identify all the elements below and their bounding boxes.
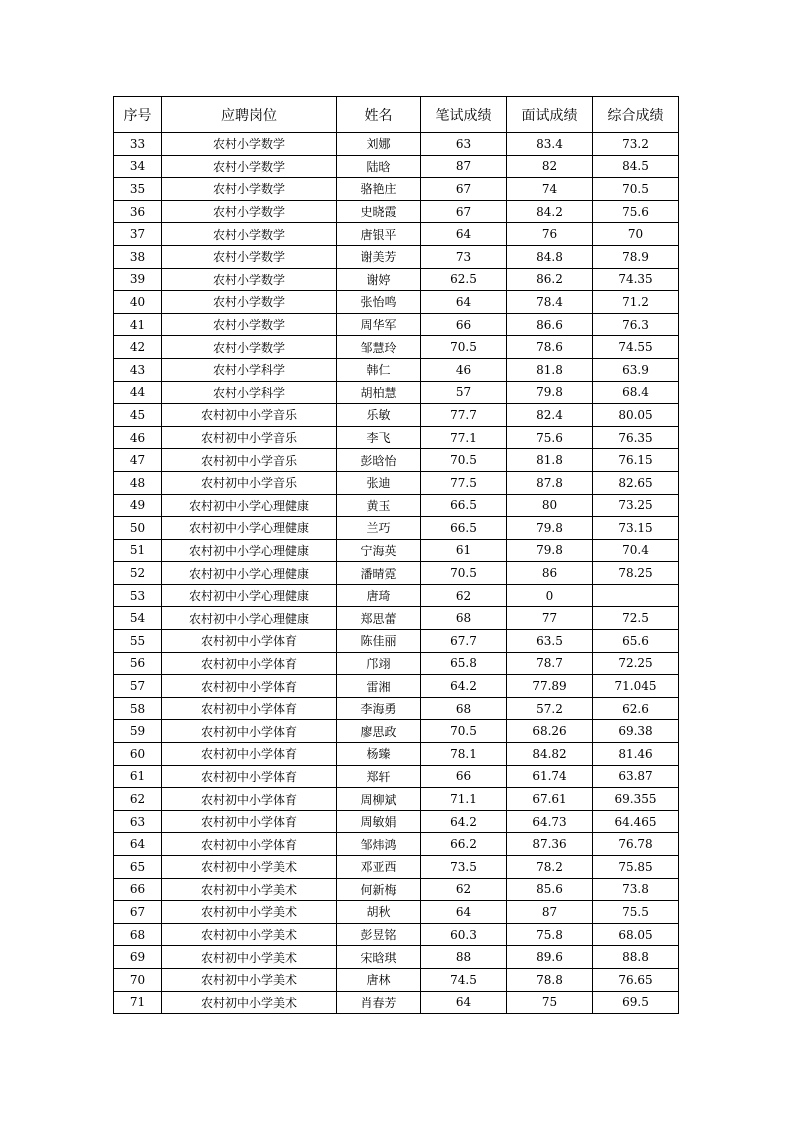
cell-interview-score: 61.74 (507, 765, 593, 788)
cell-total-score: 78.25 (593, 562, 679, 585)
cell-interview-score: 87.8 (507, 471, 593, 494)
cell-position: 农村初中小学体育 (162, 743, 337, 766)
cell-name: 雷湘 (337, 675, 421, 698)
cell-name: 谢婷 (337, 268, 421, 291)
cell-name: 肖春芳 (337, 991, 421, 1014)
cell-interview-score: 78.2 (507, 856, 593, 879)
cell-total-score: 81.46 (593, 743, 679, 766)
cell-interview-score: 83.4 (507, 133, 593, 156)
cell-position: 农村小学数学 (162, 133, 337, 156)
table-row (114, 991, 679, 1014)
cell-index: 69 (114, 946, 162, 969)
cell-written-score: 70.5 (421, 449, 507, 472)
cell-total-score: 62.6 (593, 697, 679, 720)
cell-name: 刘娜 (337, 133, 421, 156)
cell-written-score: 70.5 (421, 720, 507, 743)
cell-index: 36 (114, 200, 162, 223)
table-row (114, 765, 679, 788)
cell-total-score: 73.15 (593, 517, 679, 540)
cell-position: 农村初中小学体育 (162, 810, 337, 833)
cell-index: 65 (114, 856, 162, 879)
cell-index: 66 (114, 878, 162, 901)
cell-written-score: 87 (421, 155, 507, 178)
cell-position: 农村小学科学 (162, 381, 337, 404)
cell-name: 周敏娟 (337, 810, 421, 833)
cell-name: 邓亚西 (337, 856, 421, 879)
cell-total-score: 70.4 (593, 539, 679, 562)
cell-written-score: 64 (421, 901, 507, 924)
cell-interview-score: 76 (507, 223, 593, 246)
cell-interview-score: 87 (507, 901, 593, 924)
cell-name: 李海勇 (337, 697, 421, 720)
cell-written-score: 73 (421, 245, 507, 268)
table-row (114, 517, 679, 540)
cell-interview-score: 75 (507, 991, 593, 1014)
cell-total-score: 73.2 (593, 133, 679, 156)
cell-written-score: 62.5 (421, 268, 507, 291)
cell-name: 兰巧 (337, 517, 421, 540)
cell-written-score: 67 (421, 200, 507, 223)
cell-interview-score: 79.8 (507, 539, 593, 562)
cell-index: 40 (114, 291, 162, 314)
cell-interview-score: 57.2 (507, 697, 593, 720)
table-row (114, 426, 679, 449)
cell-index: 44 (114, 381, 162, 404)
cell-name: 谢美芳 (337, 245, 421, 268)
cell-name: 邹炜鸿 (337, 833, 421, 856)
cell-index: 55 (114, 630, 162, 653)
cell-index: 43 (114, 358, 162, 381)
cell-index: 46 (114, 426, 162, 449)
cell-position: 农村初中小学音乐 (162, 404, 337, 427)
cell-name: 唐琦 (337, 584, 421, 607)
cell-name: 唐林 (337, 968, 421, 991)
table-row (114, 178, 679, 201)
cell-index: 56 (114, 652, 162, 675)
cell-written-score: 62 (421, 878, 507, 901)
cell-position: 农村初中小学心理健康 (162, 562, 337, 585)
cell-position: 农村初中小学美术 (162, 968, 337, 991)
table-row (114, 404, 679, 427)
cell-total-score: 84.5 (593, 155, 679, 178)
cell-position: 农村初中小学体育 (162, 652, 337, 675)
cell-interview-score: 78.4 (507, 291, 593, 314)
cell-name: 彭晗怡 (337, 449, 421, 472)
cell-position: 农村初中小学体育 (162, 720, 337, 743)
cell-index: 64 (114, 833, 162, 856)
cell-written-score: 57 (421, 381, 507, 404)
cell-written-score: 70.5 (421, 336, 507, 359)
table-row (114, 133, 679, 156)
cell-interview-score: 63.5 (507, 630, 593, 653)
cell-index: 59 (114, 720, 162, 743)
cell-interview-score: 64.73 (507, 810, 593, 833)
table-header-row (114, 97, 679, 133)
cell-interview-score: 85.6 (507, 878, 593, 901)
table-row (114, 946, 679, 969)
cell-name: 骆艳庄 (337, 178, 421, 201)
cell-total-score: 68.4 (593, 381, 679, 404)
cell-total-score: 63.9 (593, 358, 679, 381)
cell-index: 57 (114, 675, 162, 698)
table-row (114, 381, 679, 404)
cell-written-score: 64 (421, 291, 507, 314)
header-position: 应聘岗位 (162, 97, 337, 133)
cell-name: 唐银平 (337, 223, 421, 246)
cell-position: 农村小学数学 (162, 178, 337, 201)
cell-position: 农村初中小学体育 (162, 788, 337, 811)
cell-index: 34 (114, 155, 162, 178)
score-table (113, 96, 679, 1014)
cell-interview-score: 78.8 (507, 968, 593, 991)
cell-total-score: 76.3 (593, 313, 679, 336)
cell-written-score: 74.5 (421, 968, 507, 991)
table-row (114, 652, 679, 675)
cell-written-score: 73.5 (421, 856, 507, 879)
table-row (114, 200, 679, 223)
cell-written-score: 68 (421, 607, 507, 630)
cell-total-score: 71.045 (593, 675, 679, 698)
cell-total-score: 76.78 (593, 833, 679, 856)
cell-interview-score: 81.8 (507, 449, 593, 472)
cell-written-score: 63 (421, 133, 507, 156)
table-row (114, 449, 679, 472)
cell-index: 71 (114, 991, 162, 1014)
header-written-score: 笔试成绩 (421, 97, 507, 133)
table-row (114, 720, 679, 743)
cell-index: 54 (114, 607, 162, 630)
cell-total-score: 75.85 (593, 856, 679, 879)
cell-index: 33 (114, 133, 162, 156)
table-row (114, 810, 679, 833)
cell-position: 农村小学数学 (162, 313, 337, 336)
cell-interview-score: 67.61 (507, 788, 593, 811)
header-name: 姓名 (337, 97, 421, 133)
cell-written-score: 64 (421, 223, 507, 246)
cell-name: 郑轩 (337, 765, 421, 788)
cell-position: 农村小学数学 (162, 336, 337, 359)
cell-interview-score: 82 (507, 155, 593, 178)
table-row (114, 788, 679, 811)
cell-name: 乐敏 (337, 404, 421, 427)
cell-index: 48 (114, 471, 162, 494)
cell-position: 农村初中小学音乐 (162, 471, 337, 494)
cell-interview-score: 74 (507, 178, 593, 201)
cell-name: 黄玉 (337, 494, 421, 517)
cell-total-score: 69.5 (593, 991, 679, 1014)
cell-total-score: 71.2 (593, 291, 679, 314)
cell-index: 50 (114, 517, 162, 540)
cell-interview-score: 87.36 (507, 833, 593, 856)
cell-name: 杨臻 (337, 743, 421, 766)
cell-name: 韩仁 (337, 358, 421, 381)
cell-index: 63 (114, 810, 162, 833)
cell-interview-score: 86 (507, 562, 593, 585)
cell-position: 农村初中小学音乐 (162, 426, 337, 449)
cell-total-score: 70.5 (593, 178, 679, 201)
cell-position: 农村初中小学体育 (162, 697, 337, 720)
cell-written-score: 60.3 (421, 923, 507, 946)
table-row (114, 607, 679, 630)
cell-position: 农村初中小学美术 (162, 901, 337, 924)
cell-index: 68 (114, 923, 162, 946)
cell-index: 42 (114, 336, 162, 359)
cell-index: 39 (114, 268, 162, 291)
cell-name: 邹慧玲 (337, 336, 421, 359)
cell-index: 51 (114, 539, 162, 562)
cell-total-score: 69.38 (593, 720, 679, 743)
cell-written-score: 64.2 (421, 675, 507, 698)
table-row (114, 155, 679, 178)
cell-position: 农村初中小学心理健康 (162, 494, 337, 517)
table-row (114, 697, 679, 720)
cell-interview-score: 79.8 (507, 517, 593, 540)
header-index: 序号 (114, 97, 162, 133)
cell-written-score: 77.1 (421, 426, 507, 449)
cell-total-score: 73.25 (593, 494, 679, 517)
cell-index: 62 (114, 788, 162, 811)
cell-name: 李飞 (337, 426, 421, 449)
cell-position: 农村初中小学体育 (162, 675, 337, 698)
cell-name: 郑思蕾 (337, 607, 421, 630)
cell-written-score: 67.7 (421, 630, 507, 653)
cell-name: 陈佳丽 (337, 630, 421, 653)
cell-total-score: 70 (593, 223, 679, 246)
cell-written-score: 62 (421, 584, 507, 607)
cell-total-score: 72.25 (593, 652, 679, 675)
table-row (114, 901, 679, 924)
cell-total-score: 75.5 (593, 901, 679, 924)
cell-index: 49 (114, 494, 162, 517)
cell-position: 农村初中小学美术 (162, 991, 337, 1014)
cell-position: 农村小学数学 (162, 245, 337, 268)
cell-interview-score: 0 (507, 584, 593, 607)
table-body (114, 133, 679, 1014)
cell-interview-score: 79.8 (507, 381, 593, 404)
cell-index: 35 (114, 178, 162, 201)
cell-name: 何新梅 (337, 878, 421, 901)
cell-index: 37 (114, 223, 162, 246)
cell-index: 53 (114, 584, 162, 607)
cell-interview-score: 80 (507, 494, 593, 517)
cell-name: 潘晴霓 (337, 562, 421, 585)
cell-index: 70 (114, 968, 162, 991)
cell-written-score: 67 (421, 178, 507, 201)
cell-written-score: 77.7 (421, 404, 507, 427)
cell-name: 周华军 (337, 313, 421, 336)
cell-total-score: 75.6 (593, 200, 679, 223)
cell-name: 胡柏慧 (337, 381, 421, 404)
cell-written-score: 64.2 (421, 810, 507, 833)
cell-index: 38 (114, 245, 162, 268)
cell-interview-score: 84.8 (507, 245, 593, 268)
header-total-score: 综合成绩 (593, 97, 679, 133)
table-row (114, 856, 679, 879)
cell-total-score: 64.465 (593, 810, 679, 833)
cell-position: 农村初中小学美术 (162, 878, 337, 901)
cell-position: 农村初中小学心理健康 (162, 517, 337, 540)
table-row (114, 539, 679, 562)
cell-written-score: 66 (421, 765, 507, 788)
cell-written-score: 65.8 (421, 652, 507, 675)
table-row (114, 833, 679, 856)
cell-total-score: 78.9 (593, 245, 679, 268)
cell-position: 农村初中小学体育 (162, 833, 337, 856)
cell-total-score: 65.6 (593, 630, 679, 653)
cell-position: 农村初中小学心理健康 (162, 607, 337, 630)
cell-total-score: 76.35 (593, 426, 679, 449)
cell-name: 张怡鸣 (337, 291, 421, 314)
cell-position: 农村小学数学 (162, 155, 337, 178)
cell-interview-score: 68.26 (507, 720, 593, 743)
cell-total-score: 73.8 (593, 878, 679, 901)
cell-total-score: 82.65 (593, 471, 679, 494)
cell-position: 农村初中小学心理健康 (162, 539, 337, 562)
cell-position: 农村初中小学美术 (162, 856, 337, 879)
cell-interview-score: 84.82 (507, 743, 593, 766)
cell-name: 史晓霞 (337, 200, 421, 223)
cell-name: 周柳斌 (337, 788, 421, 811)
table-row (114, 268, 679, 291)
cell-position: 农村初中小学音乐 (162, 449, 337, 472)
cell-index: 58 (114, 697, 162, 720)
cell-index: 52 (114, 562, 162, 585)
table-row (114, 584, 679, 607)
table-row (114, 223, 679, 246)
header-interview-score: 面试成绩 (507, 97, 593, 133)
cell-name: 宋晗琪 (337, 946, 421, 969)
cell-name: 张迪 (337, 471, 421, 494)
cell-interview-score: 86.6 (507, 313, 593, 336)
cell-index: 45 (114, 404, 162, 427)
table-row (114, 358, 679, 381)
cell-written-score: 66.2 (421, 833, 507, 856)
cell-interview-score: 81.8 (507, 358, 593, 381)
cell-name: 宁海英 (337, 539, 421, 562)
cell-total-score: 68.05 (593, 923, 679, 946)
table-row (114, 923, 679, 946)
cell-interview-score: 82.4 (507, 404, 593, 427)
cell-position: 农村初中小学美术 (162, 946, 337, 969)
cell-interview-score: 89.6 (507, 946, 593, 969)
cell-written-score: 46 (421, 358, 507, 381)
cell-position: 农村初中小学体育 (162, 765, 337, 788)
table-row (114, 245, 679, 268)
table-row (114, 743, 679, 766)
table-row (114, 291, 679, 314)
table-row (114, 675, 679, 698)
cell-name: 彭昱铭 (337, 923, 421, 946)
cell-position: 农村小学数学 (162, 268, 337, 291)
table-row (114, 336, 679, 359)
table-row (114, 878, 679, 901)
cell-interview-score: 77.89 (507, 675, 593, 698)
cell-interview-score: 78.6 (507, 336, 593, 359)
cell-total-score: 80.05 (593, 404, 679, 427)
table-row (114, 968, 679, 991)
cell-position: 农村初中小学体育 (162, 630, 337, 653)
cell-written-score: 78.1 (421, 743, 507, 766)
cell-total-score: 72.5 (593, 607, 679, 630)
cell-index: 61 (114, 765, 162, 788)
cell-name: 胡秋 (337, 901, 421, 924)
cell-interview-score: 75.6 (507, 426, 593, 449)
cell-total-score: 74.55 (593, 336, 679, 359)
cell-interview-score: 78.7 (507, 652, 593, 675)
cell-total-score: 74.35 (593, 268, 679, 291)
cell-name: 陆晗 (337, 155, 421, 178)
cell-interview-score: 77 (507, 607, 593, 630)
cell-written-score: 61 (421, 539, 507, 562)
cell-position: 农村小学数学 (162, 291, 337, 314)
cell-name: 邝翊 (337, 652, 421, 675)
cell-interview-score: 84.2 (507, 200, 593, 223)
cell-name: 廖思政 (337, 720, 421, 743)
cell-index: 67 (114, 901, 162, 924)
cell-written-score: 66 (421, 313, 507, 336)
table-row (114, 471, 679, 494)
cell-written-score: 64 (421, 991, 507, 1014)
table-row (114, 313, 679, 336)
cell-position: 农村初中小学美术 (162, 923, 337, 946)
cell-index: 41 (114, 313, 162, 336)
cell-position: 农村小学数学 (162, 200, 337, 223)
cell-interview-score: 86.2 (507, 268, 593, 291)
cell-position: 农村小学数学 (162, 223, 337, 246)
cell-written-score: 71.1 (421, 788, 507, 811)
table-row (114, 494, 679, 517)
cell-written-score: 68 (421, 697, 507, 720)
cell-written-score: 66.5 (421, 494, 507, 517)
cell-total-score: 76.65 (593, 968, 679, 991)
cell-total-score: 88.8 (593, 946, 679, 969)
cell-total-score (593, 584, 679, 607)
cell-total-score: 69.355 (593, 788, 679, 811)
table-row (114, 562, 679, 585)
cell-written-score: 88 (421, 946, 507, 969)
cell-written-score: 70.5 (421, 562, 507, 585)
cell-position: 农村初中小学心理健康 (162, 584, 337, 607)
cell-total-score: 63.87 (593, 765, 679, 788)
cell-position: 农村小学科学 (162, 358, 337, 381)
cell-index: 60 (114, 743, 162, 766)
cell-total-score: 76.15 (593, 449, 679, 472)
cell-interview-score: 75.8 (507, 923, 593, 946)
cell-written-score: 77.5 (421, 471, 507, 494)
cell-index: 47 (114, 449, 162, 472)
table-row (114, 630, 679, 653)
cell-written-score: 66.5 (421, 517, 507, 540)
